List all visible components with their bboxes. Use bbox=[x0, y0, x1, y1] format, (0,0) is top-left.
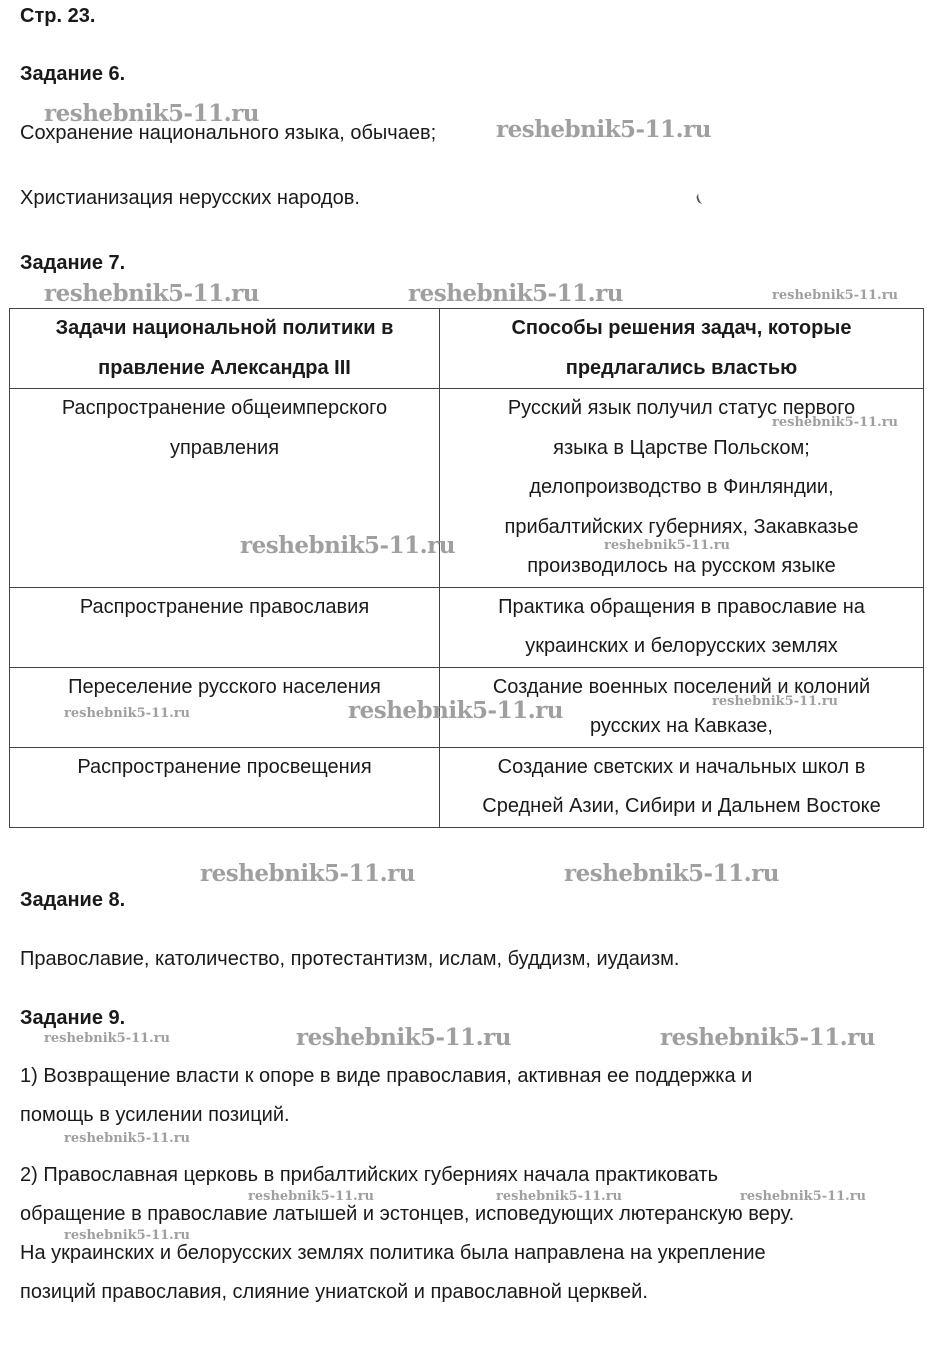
stray-mark bbox=[695, 193, 703, 204]
cell-line: украинских и белорусских землях bbox=[525, 635, 838, 657]
cell-line: Русский язык получил статус первого bbox=[507, 397, 856, 419]
watermark: reshebnik5-11.ru bbox=[496, 1189, 623, 1204]
page-label: Стр. 23. bbox=[20, 5, 96, 27]
method-cell bbox=[440, 667, 924, 747]
watermark: reshebnik5-11.ru bbox=[44, 100, 259, 127]
cell-line: русских на Кавказе, bbox=[590, 715, 773, 737]
cell-line: языка в Царстве Польском; bbox=[553, 436, 810, 459]
watermark: reshebnik5-11.ru bbox=[496, 116, 711, 143]
task9-line: 1) Возвращение власти к опоре в виде православия, активная ее поддержка и bbox=[20, 1065, 753, 1087]
cell-line: Создание светских и начальных школ в bbox=[497, 755, 866, 778]
watermark: reshebnik5-11.ru bbox=[200, 860, 415, 887]
watermark: reshebnik5-11.ru bbox=[248, 1189, 375, 1204]
watermark: reshebnik5-11.ru bbox=[660, 1024, 875, 1051]
method-cell bbox=[440, 747, 924, 827]
task-cell bbox=[10, 587, 440, 667]
policy-table bbox=[9, 308, 924, 828]
watermark: reshebnik5-11.ru bbox=[64, 1131, 191, 1146]
watermark: reshebnik5-11.ru bbox=[712, 694, 839, 709]
table-row bbox=[10, 587, 924, 667]
task9-title: Задание 9. bbox=[20, 1007, 126, 1029]
task6-line1: Сохранение национального языка, обычаев; bbox=[20, 122, 437, 144]
cell-line: прибалтийских губерниях, Закавказье bbox=[504, 515, 859, 538]
cell-line: делопроизводство в Финляндии, bbox=[529, 476, 834, 498]
cell-line: Средней Азии, Сибири и Дальнем Востоке bbox=[482, 795, 881, 817]
table-row bbox=[10, 667, 924, 747]
watermark: reshebnik5-11.ru bbox=[348, 697, 563, 724]
watermark: reshebnik5-11.ru bbox=[64, 706, 191, 721]
header-tasks bbox=[10, 309, 440, 389]
cell-line: Распространение общеимперского bbox=[61, 397, 388, 419]
task9-line: 2) Православная церковь в прибалтийских губерниях начала практиковать bbox=[20, 1164, 719, 1186]
watermark: reshebnik5-11.ru bbox=[740, 1189, 867, 1204]
cell-line: Практика обращения в православие на bbox=[498, 595, 865, 618]
watermark: reshebnik5-11.ru bbox=[44, 1031, 171, 1046]
table-row bbox=[10, 389, 924, 588]
task-cell bbox=[10, 747, 440, 827]
cell-line: Распространение просвещения bbox=[77, 755, 372, 778]
watermark: reshebnik5-11.ru bbox=[296, 1024, 511, 1051]
watermark: reshebnik5-11.ru bbox=[44, 280, 259, 307]
task9-line: обращение в православие латышей и эстонцев, исповедующих лютеранскую веру. bbox=[20, 1203, 795, 1225]
task9-line: помощь в усилении позиций. bbox=[20, 1104, 290, 1126]
task8-title: Задание 8. bbox=[20, 889, 126, 911]
cell-line: производилось на русском языке bbox=[527, 555, 836, 577]
table-row bbox=[10, 747, 924, 827]
header-methods bbox=[440, 309, 924, 389]
method-cell bbox=[440, 587, 924, 667]
cell-line: Создание военных поселений и колоний bbox=[492, 675, 871, 698]
task-cell bbox=[10, 667, 440, 747]
header-methods-line: предлагались властью bbox=[565, 356, 798, 379]
task8-line1: Православие, католичество, протестантизм, ислам, буддизм, иудаизм. bbox=[20, 948, 680, 970]
watermark: reshebnik5-11.ru bbox=[64, 1228, 191, 1243]
table-header-row bbox=[10, 309, 924, 389]
header-methods-line: Способы решения задач, которые bbox=[511, 317, 852, 339]
watermark: reshebnik5-11.ru bbox=[240, 532, 455, 559]
watermark: reshebnik5-11.ru bbox=[564, 860, 779, 887]
cell-line: управления bbox=[169, 436, 280, 459]
method-cell bbox=[440, 389, 924, 588]
header-tasks-line: правление Александра III bbox=[98, 356, 351, 379]
watermark: reshebnik5-11.ru bbox=[408, 280, 623, 307]
header-tasks-line: Задачи национальной политики в bbox=[55, 317, 394, 339]
watermark: reshebnik5-11.ru bbox=[772, 288, 899, 303]
cell-line: Распространение православия bbox=[79, 595, 370, 618]
task6-title: Задание 6. bbox=[20, 63, 126, 85]
task-cell bbox=[10, 389, 440, 588]
task9-line: На украинских и белорусских землях политика была направлена на укрепление bbox=[20, 1242, 766, 1264]
task7-title: Задание 7. bbox=[20, 252, 126, 274]
task6-line2: Христианизация нерусских народов. bbox=[20, 187, 360, 209]
watermark: reshebnik5-11.ru bbox=[772, 415, 899, 430]
watermark: reshebnik5-11.ru bbox=[604, 538, 731, 553]
task9-line: позиций православия, слияние униатской и православной церквей. bbox=[20, 1281, 648, 1303]
cell-line: Переселение русского населения bbox=[68, 675, 381, 698]
